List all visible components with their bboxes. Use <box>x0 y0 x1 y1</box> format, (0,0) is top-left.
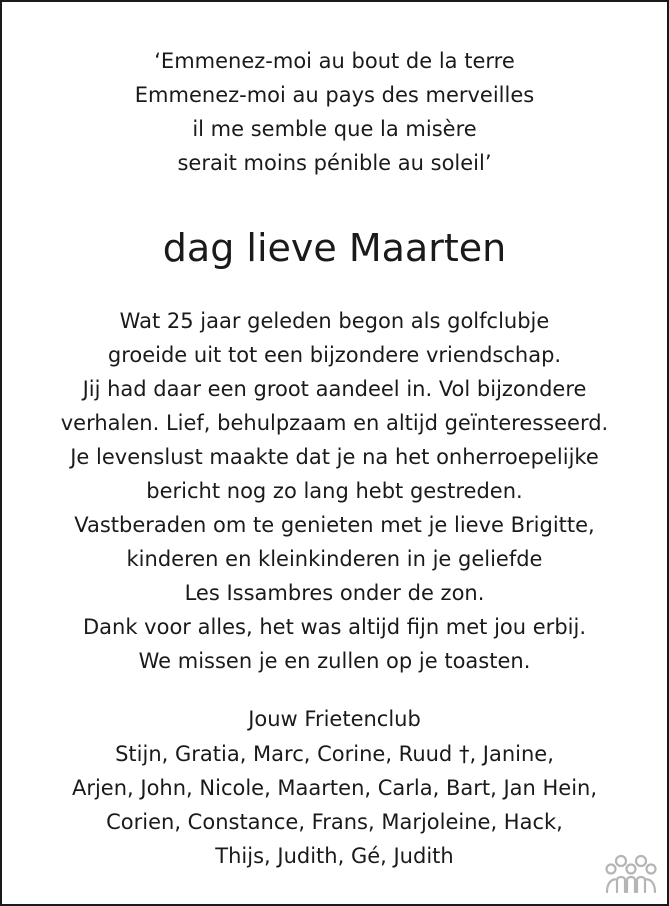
body-line: Dank voor alles, het was altijd fijn met jou erbij. <box>82 615 586 639</box>
body-line: Wat 25 jaar geleden begon als golfclubje <box>119 309 550 333</box>
body-line: Jij had daar een groot aandeel in. Vol bijzondere <box>82 377 587 401</box>
signature-names: Stijn, Gratia, Marc, Corine, Ruud †, Janine, <box>115 742 554 766</box>
body-line: Vastberaden om te genieten met je lieve Brigitte, <box>74 513 595 537</box>
signature-names: Thijs, Judith, Gé, Judith <box>215 844 454 868</box>
body-line: bericht nog zo lang hebt gestreden. <box>146 479 523 503</box>
signature-group: Jouw Frietenclub <box>248 707 421 731</box>
body-line: verhalen. Lief, behulpzaam en altijd geïnteresseerd. <box>60 411 609 435</box>
signature-names: Corien, Constance, Frans, Marjoleine, Hack, <box>106 810 563 834</box>
body-line: kinderen en kleinkinderen in je geliefde <box>126 547 543 571</box>
signature-names: Arjen, John, Nicole, Maarten, Carla, Bart, Jan Hein, <box>71 776 598 800</box>
heading: dag lieve Maarten <box>162 226 507 270</box>
body-line: groeide uit tot een bijzondere vriendschap. <box>107 343 562 367</box>
body-line: Je levenslust maakte dat je na het onherroepelijke <box>70 445 599 469</box>
body-line: We missen je en zullen op je toasten. <box>138 649 531 673</box>
poem-line: il me semble que la misère <box>192 117 477 141</box>
body-line: Les Issambres onder de zon. <box>184 581 485 605</box>
people-group-icon <box>605 854 657 894</box>
poem-line: serait moins pénible au soleil’ <box>177 151 492 175</box>
poem-line: Emmenez-moi au pays des merveilles <box>134 83 535 107</box>
poem-line: ‘Emmenez-moi au bout de la terre <box>154 49 515 73</box>
